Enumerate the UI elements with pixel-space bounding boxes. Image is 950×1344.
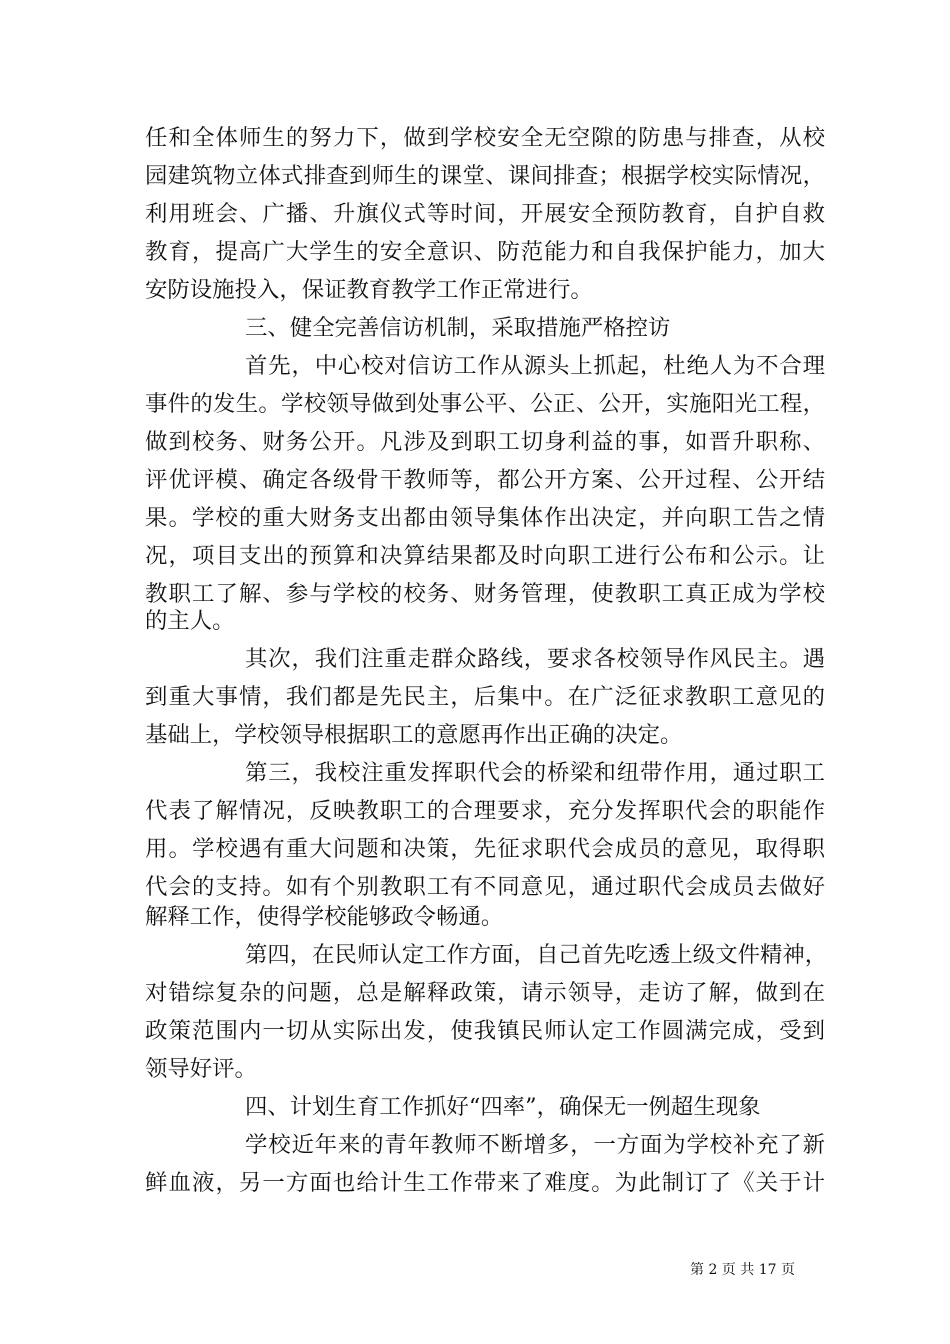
body-line: 领导好评。 [145,1056,257,1082]
body-line: 基础上，学校领导根据职工的意愿再作出正确的决定。 [145,722,683,748]
body-line: 做到校务、财务公开。凡涉及到职工切身利益的事，如晋升职称、 [145,429,825,455]
body-line: 用。学校遇有重大问题和决策，先征求职代会成员的意见，取得职 [145,836,825,862]
body-line: 任和全体师生的努力下，做到学校安全无空隙的防患与排查，从校 [145,125,825,151]
body-line: 解释工作，使得学校能够政令畅通。 [145,904,504,930]
section-heading: 三、健全完善信访机制，采取措施严格控访 [245,315,671,341]
body-line: 教职工了解、参与学校的校务、财务管理，使教职工真正成为学校 [145,581,825,607]
body-line: 利用班会、广播、升旗仪式等时间，开展安全预防教育，自护自救 [145,201,825,227]
body-line: 况，项目支出的预算和决算结果都及时向职工进行公布和公示。让 [145,543,825,569]
body-line: 代会的支持。如有个别教职工有不同意见，通过职代会成员去做好 [145,874,825,900]
body-line: 评优评模、确定各级骨干教师等，都公开方案、公开过程、公开结 [145,467,825,493]
paragraph-first-line: 首先，中心校对信访工作从源头上抓起，杜绝人为不合理 [245,353,825,379]
body-line: 政策范围内一切从实际出发，使我镇民师认定工作圆满完成，受到 [145,1018,825,1044]
section-heading: 四、计划生育工作抓好“四率”，确保无一例超生现象 [245,1094,761,1120]
paragraph-first-line: 第三，我校注重发挥职代会的桥梁和纽带作用，通过职工 [245,760,825,786]
body-line: 事件的发生。学校领导做到处事公平、公正、公开，实施阳光工程， [145,391,825,417]
paragraph-first-line: 第四，在民师认定工作方面，自己首先吃透上级文件精神， [245,942,828,968]
body-line: 果。学校的重大财务支出都由领导集体作出决定，并向职工告之情 [145,505,825,531]
body-line: 鲜血液，另一方面也给计生工作带来了难度。为此制订了《关于计 [145,1170,825,1196]
body-line: 到重大事情，我们都是先民主，后集中。在广泛征求教职工意见的 [145,684,825,710]
body-line: 代表了解情况，反映教职工的合理要求，充分发挥职代会的职能作 [145,798,825,824]
body-line: 对错综复杂的问题，总是解释政策，请示领导，走访了解，做到在 [145,980,825,1006]
body-line: 园建筑物立体式排查到师生的课堂、课间排查；根据学校实际情况， [145,163,825,189]
body-line: 安防设施投入，保证教育教学工作正常进行。 [145,277,593,303]
body-line: 的主人。 [145,608,235,634]
paragraph-first-line: 其次，我们注重走群众路线，要求各校领导作风民主。遇 [245,646,825,672]
paragraph-first-line: 学校近年来的青年教师不断增多，一方面为学校补充了新 [245,1132,825,1158]
page-number: 第 2 页 共 17 页 [690,1262,795,1278]
body-line: 教育，提高广大学生的安全意识、防范能力和自我保护能力，加大 [145,239,825,265]
